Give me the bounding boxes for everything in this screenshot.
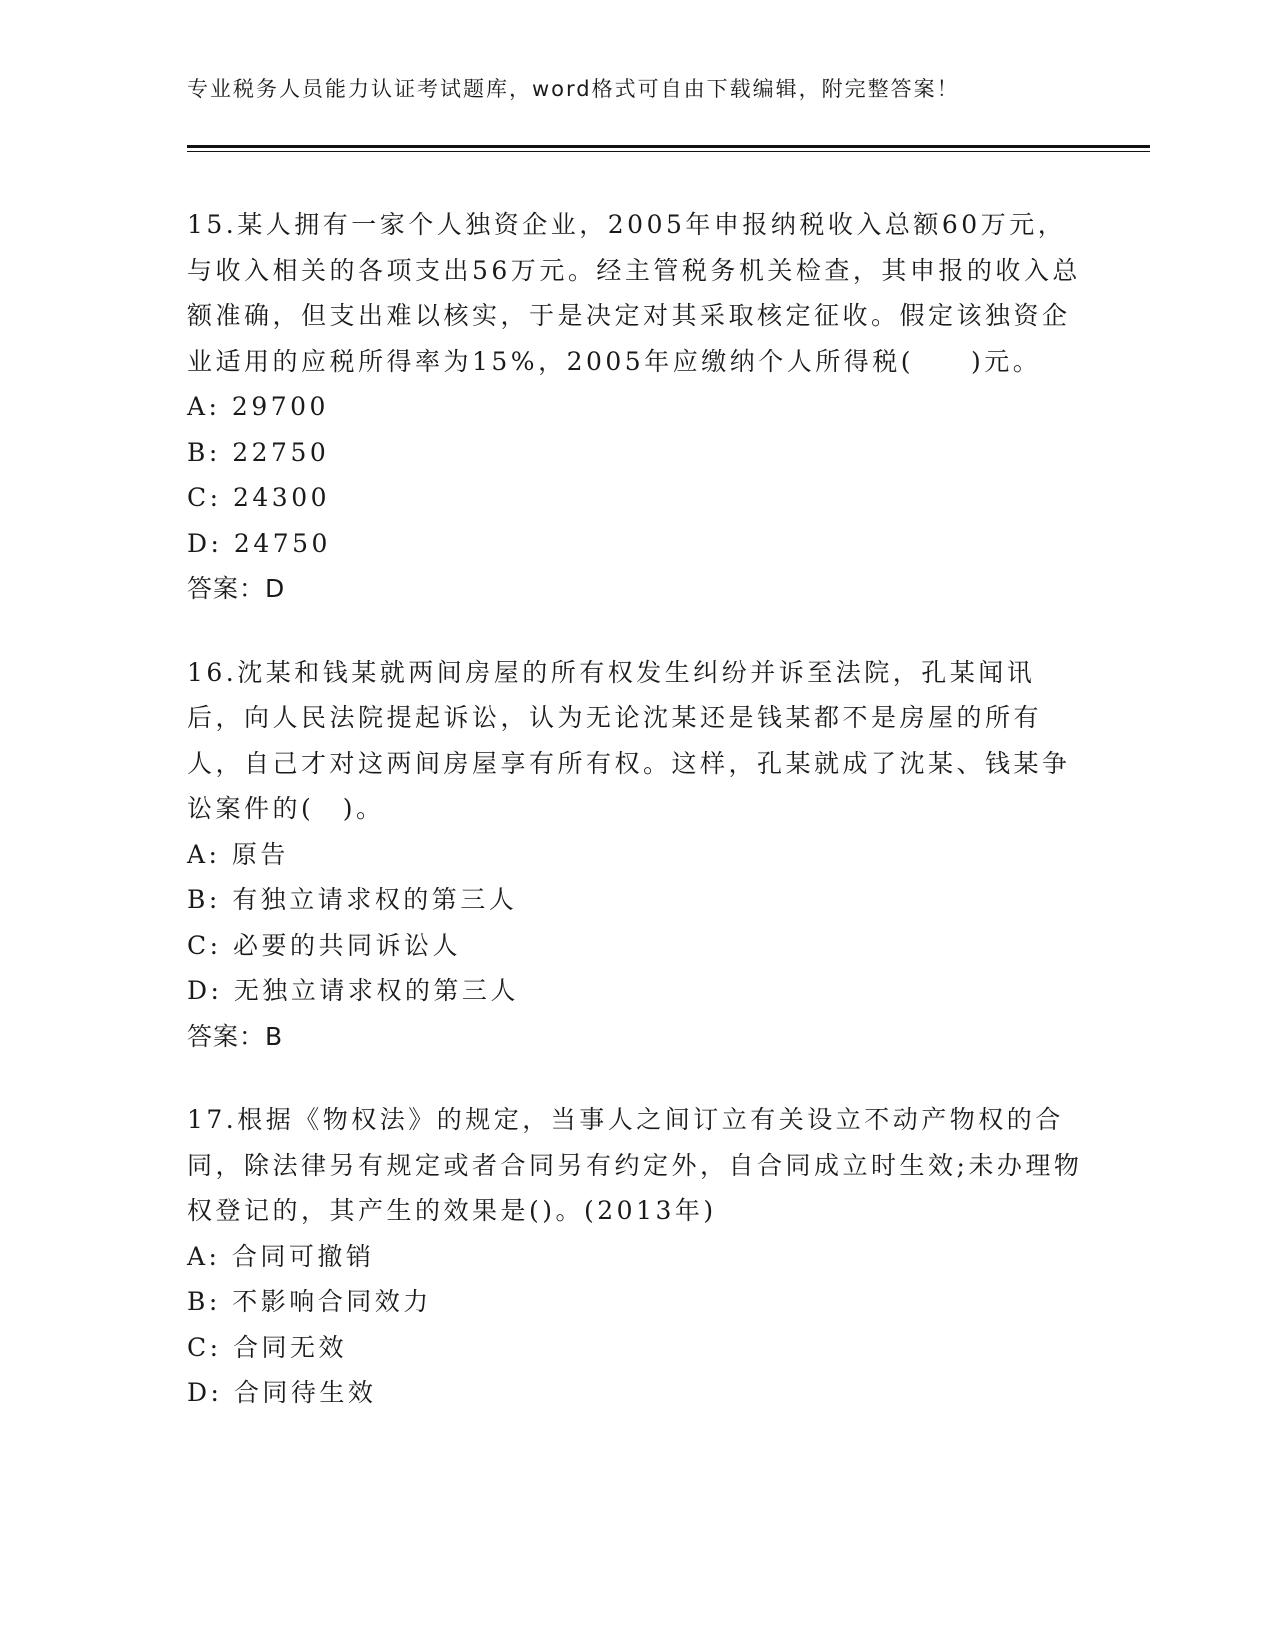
page-header: 专业税务人员能力认证考试题库，word格式可自由下载编辑，附完整答案！ — [187, 77, 960, 101]
option-b: B: 不影响合同效力 — [187, 1287, 432, 1316]
option-b: B: 有独立请求权的第三人 — [187, 885, 518, 914]
question-list — [187, 202, 1087, 1454]
option-d: D: 合同待生效 — [187, 1378, 377, 1407]
option-a: A: 原告 — [187, 839, 289, 869]
question-stem: 16.沈某和钱某就两间房屋的所有权发生纠纷并诉至法院，孔某闻讯后，向人民法院提起诉讼，认为无论沈某还是钱某都不是房屋的所有人，自己才对这两间房屋享有所有权。这样，孔某就成了沈某、钱某争讼案件的( )。 — [187, 657, 1071, 823]
question-stem: 15.某人拥有一家个人独资企业，2005年申报纳税收入总额60万元，与收入相关的各项支出56万元。经主管税务机关检查，其申报的收入总额准确，但支出难以核实，于是决定对其采取核定征收。假定该独资企业适用的应税所得率为15%，2005年应缴纳个人所得税( )元。 — [187, 210, 1081, 376]
question-15 — [187, 202, 1087, 612]
option-a: A: 合同可撤销 — [187, 1241, 375, 1271]
option-c: C: 24300 — [187, 483, 331, 512]
option-a: A: 29700 — [187, 392, 329, 421]
answer-label: 答案：B — [187, 1021, 284, 1051]
option-d: D: 24750 — [187, 528, 331, 558]
question-16 — [187, 650, 1087, 1060]
option-c: C: 合同无效 — [187, 1332, 347, 1362]
answer-label: 答案：D — [187, 574, 286, 603]
question-stem: 17.根据《物权法》的规定，当事人之间订立有关设立不动产物权的合同，除法律另有规定或者合同另有约定外，自合同成立时生效;未办理物权登记的，其产生的效果是()。(2013年) — [187, 1105, 1083, 1225]
option-b: B: 22750 — [187, 437, 330, 467]
option-d: D: 无独立请求权的第三人 — [187, 976, 519, 1005]
header-divider — [187, 145, 1150, 152]
question-17 — [187, 1097, 1087, 1416]
option-c: C: 必要的共同诉讼人 — [187, 930, 461, 960]
